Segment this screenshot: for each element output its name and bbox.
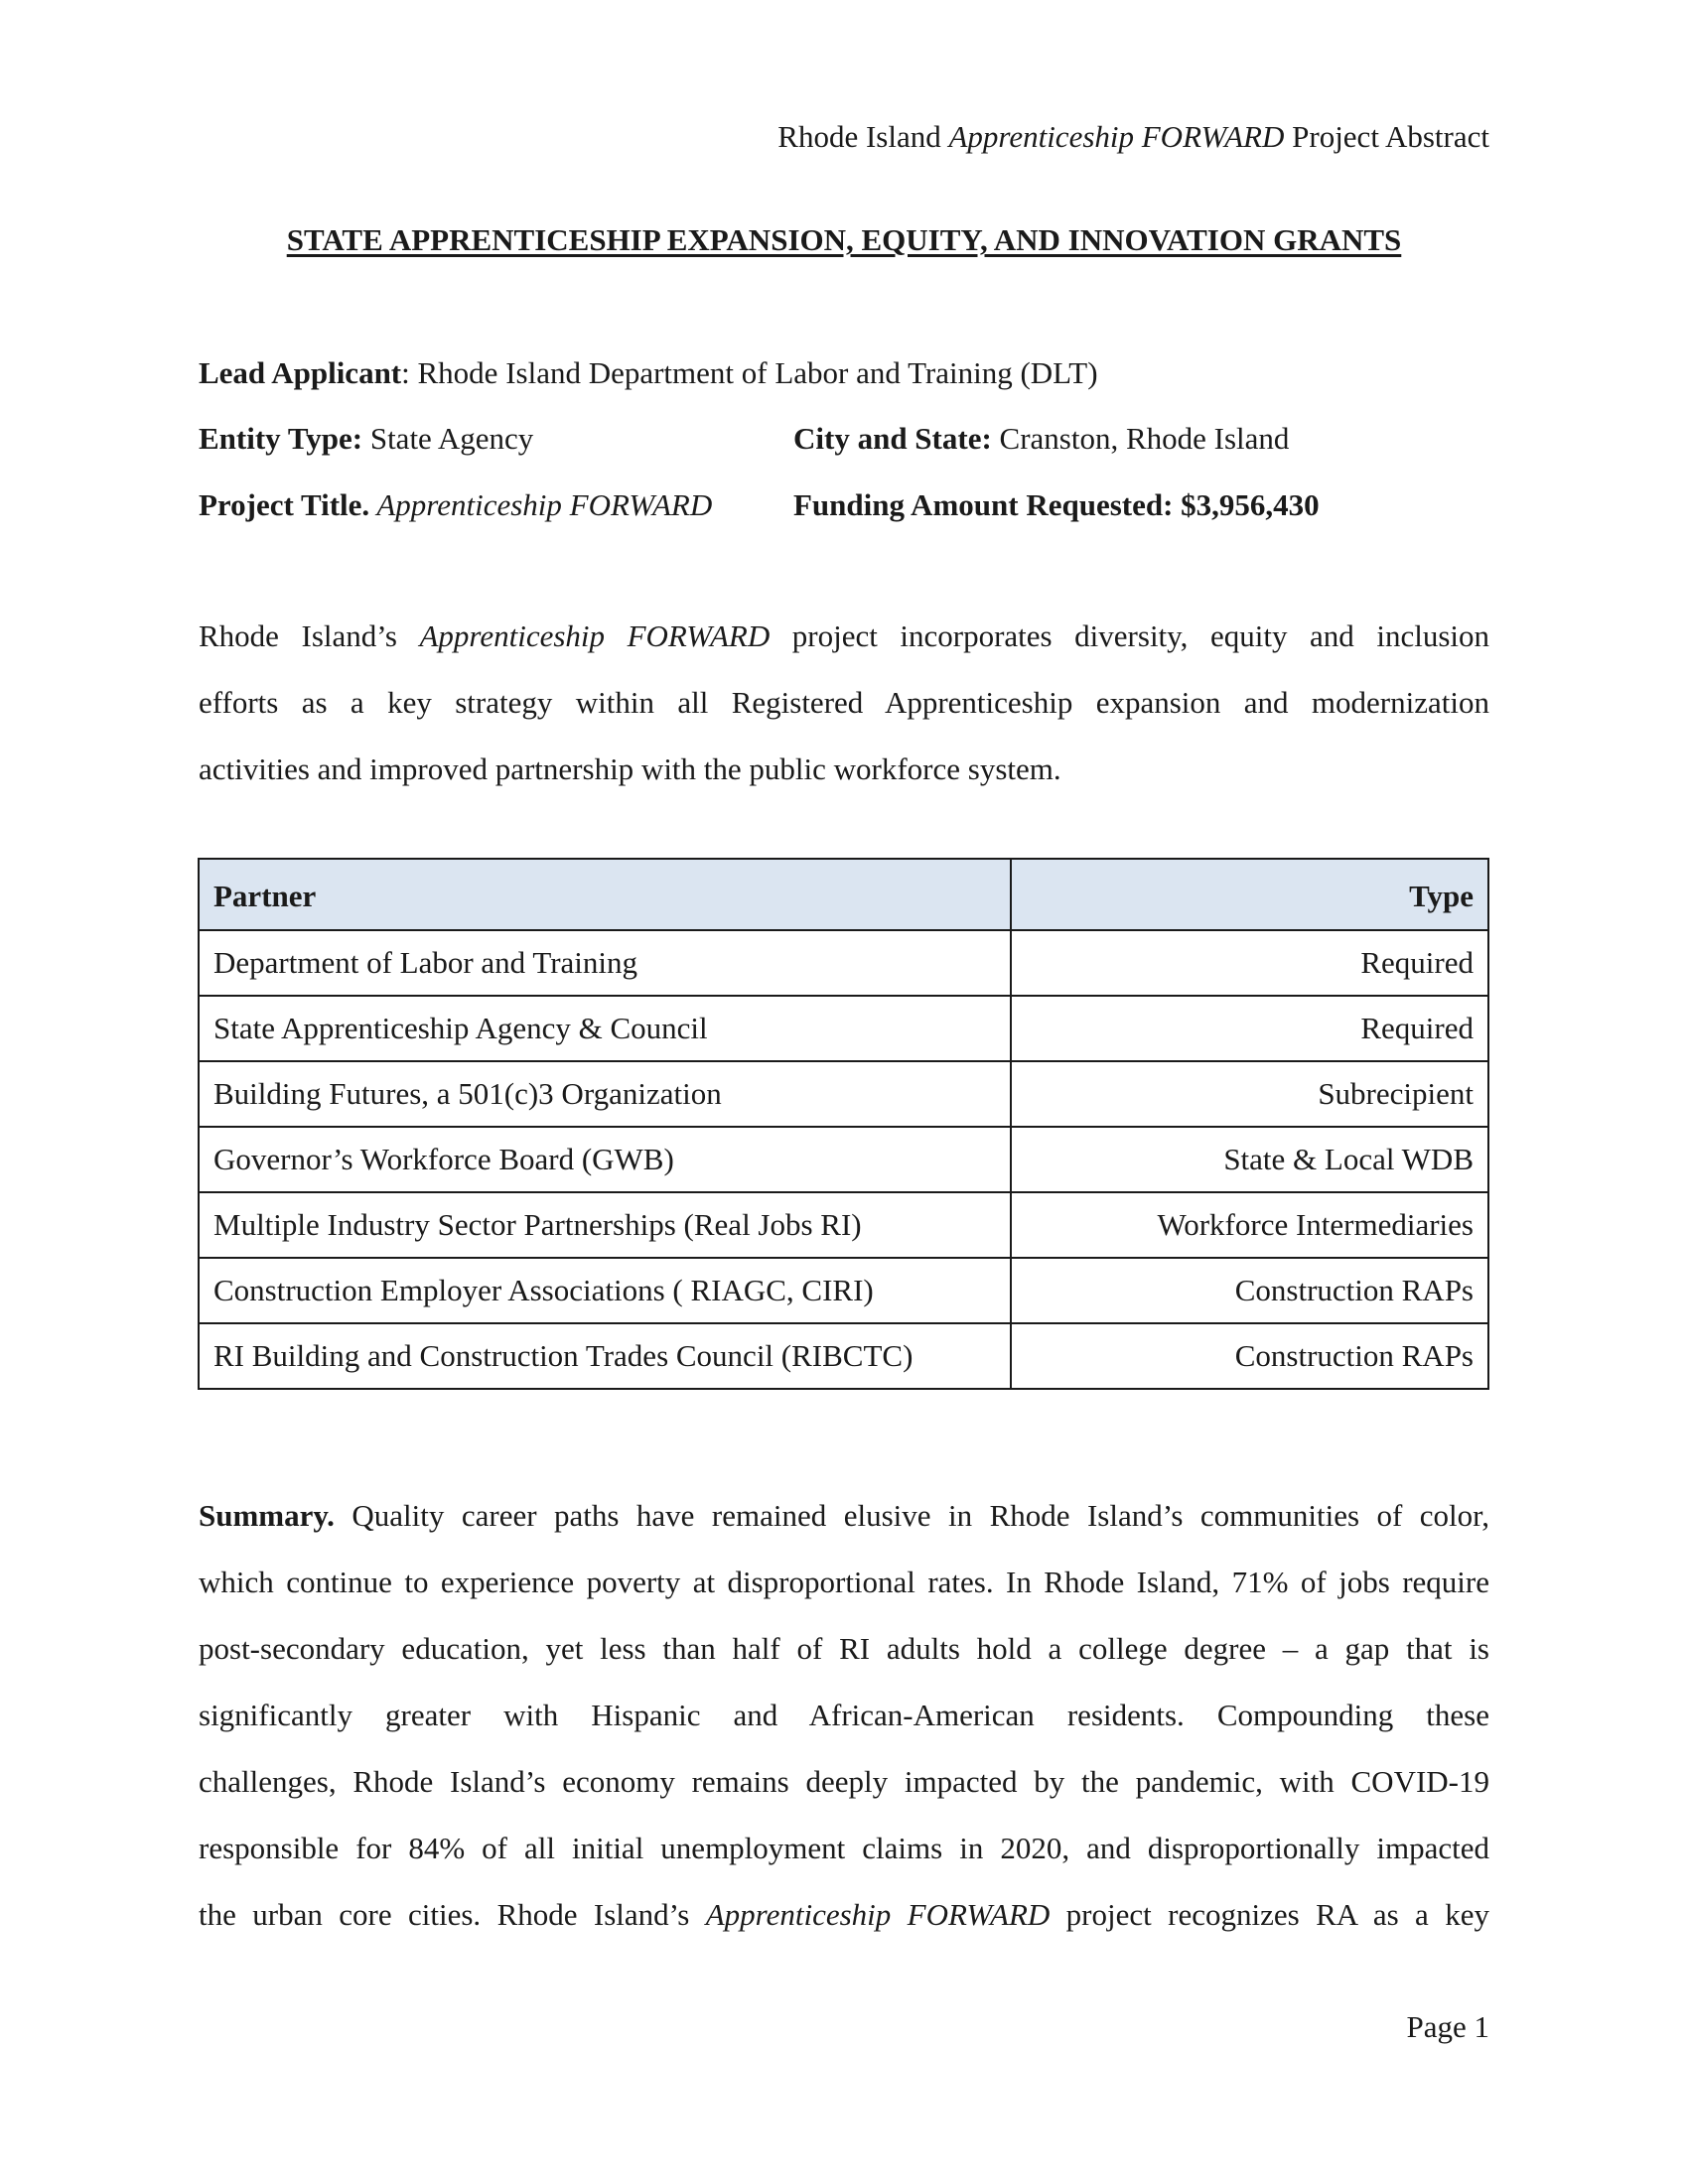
- document-title: STATE APPRENTICESHIP EXPANSION, EQUITY, AND INNOVATION GRANTS: [286, 222, 1402, 257]
- summary-line-6: responsible for 84% of all initial unemployment claims in 2020, and disproportionally impacted: [199, 1831, 1489, 1865]
- intro-line-1-suffix: project incorporates diversity, equity and inclusion: [770, 618, 1489, 653]
- summary-line-3: post-secondary education, yet less than half of RI adults hold a college degree – a gap that is: [199, 1631, 1489, 1666]
- entity-type-label: Entity Type:: [199, 421, 363, 456]
- running-header: [777, 117, 1489, 157]
- summary-line-5: challenges, Rhode Island’s economy remains deeply impacted by the pandemic, with COVID-19: [199, 1764, 1489, 1799]
- city-state-value: Cranston, Rhode Island: [991, 421, 1290, 456]
- intro-paragraph: [199, 603, 1489, 802]
- intro-line-1-italic: Apprenticeship FORWARD: [419, 618, 771, 653]
- header-italic: Apprenticeship FORWARD: [948, 119, 1285, 154]
- header-suffix: Project Abstract: [1284, 119, 1489, 154]
- intro-line-3: activities and improved partnership with the public workforce system.: [199, 751, 1061, 786]
- header-type: Type: [1011, 859, 1488, 930]
- type-cell: Required: [1011, 930, 1488, 996]
- partner-cell: Construction Employer Associations ( RIAGC, CIRI): [199, 1258, 1011, 1323]
- summary-line-7-italic: Apprenticeship FORWARD: [705, 1897, 1051, 1932]
- table-row: [199, 996, 1488, 1061]
- city-state-line: [793, 419, 1289, 459]
- summary-line-7-suffix: project recognizes RA as a key: [1050, 1897, 1489, 1932]
- project-title-line: [199, 485, 712, 525]
- partner-cell: Governor’s Workforce Board (GWB): [199, 1127, 1011, 1192]
- page-number: Page 1: [1406, 2009, 1489, 2044]
- type-cell: Required: [1011, 996, 1488, 1061]
- funding-label: Funding Amount Requested: $3,956,430: [793, 487, 1320, 522]
- intro-line-1-prefix: Rhode Island’s: [199, 618, 420, 653]
- partner-cell: Multiple Industry Sector Partnerships (Real Jobs RI): [199, 1192, 1011, 1258]
- project-title-value: Apprenticeship FORWARD: [369, 487, 713, 522]
- partner-cell: Building Futures, a 501(c)3 Organization: [199, 1061, 1011, 1127]
- summary-line-1-text: Quality career paths have remained elusive in Rhode Island’s communities of color,: [334, 1498, 1489, 1533]
- table-row: [199, 1323, 1488, 1389]
- type-cell: State & Local WDB: [1011, 1127, 1488, 1192]
- partner-cell: State Apprenticeship Agency & Council: [199, 996, 1011, 1061]
- funding-line: [793, 485, 1320, 525]
- entity-type-value: State Agency: [362, 421, 534, 456]
- header-partner: Partner: [199, 859, 1011, 930]
- table-row: [199, 1192, 1488, 1258]
- type-cell: Construction RAPs: [1011, 1258, 1488, 1323]
- lead-applicant-value: : Rhode Island Department of Labor and Training (DLT): [401, 355, 1098, 390]
- partners-table: [198, 858, 1489, 1390]
- type-cell: Construction RAPs: [1011, 1323, 1488, 1389]
- table-row: [199, 1061, 1488, 1127]
- table-row: [199, 1127, 1488, 1192]
- lead-applicant-label: Lead Applicant: [199, 355, 402, 390]
- partner-cell: Department of Labor and Training: [199, 930, 1011, 996]
- summary-line-4: significantly greater with Hispanic and African-American residents. Compounding these: [199, 1698, 1489, 1732]
- intro-line-1: [199, 603, 1489, 669]
- summary-label: Summary.: [199, 1498, 335, 1533]
- summary-line-7-prefix: the urban core cities. Rhode Island’s: [199, 1897, 706, 1932]
- table-header-row: [199, 859, 1488, 930]
- table-row: [199, 930, 1488, 996]
- lead-applicant-line: [199, 353, 1098, 393]
- summary-line-1: [199, 1482, 1489, 1549]
- project-title-label: Project Title.: [199, 487, 370, 522]
- type-cell: Workforce Intermediaries: [1011, 1192, 1488, 1258]
- partner-cell: RI Building and Construction Trades Council (RIBCTC): [199, 1323, 1011, 1389]
- entity-type-line: [199, 419, 533, 459]
- table-row: [199, 1258, 1488, 1323]
- summary-line-2: which continue to experience poverty at disproportional rates. In Rhode Island, 71% of jobs require: [199, 1565, 1489, 1599]
- summary-line-7: [199, 1881, 1489, 1948]
- type-cell: Subrecipient: [1011, 1061, 1488, 1127]
- summary-paragraph: [199, 1482, 1489, 1948]
- header-prefix: Rhode Island: [777, 119, 949, 154]
- intro-line-2: efforts as a key strategy within all Registered Apprenticeship expansion and modernization: [199, 685, 1489, 720]
- city-state-label: City and State:: [793, 421, 992, 456]
